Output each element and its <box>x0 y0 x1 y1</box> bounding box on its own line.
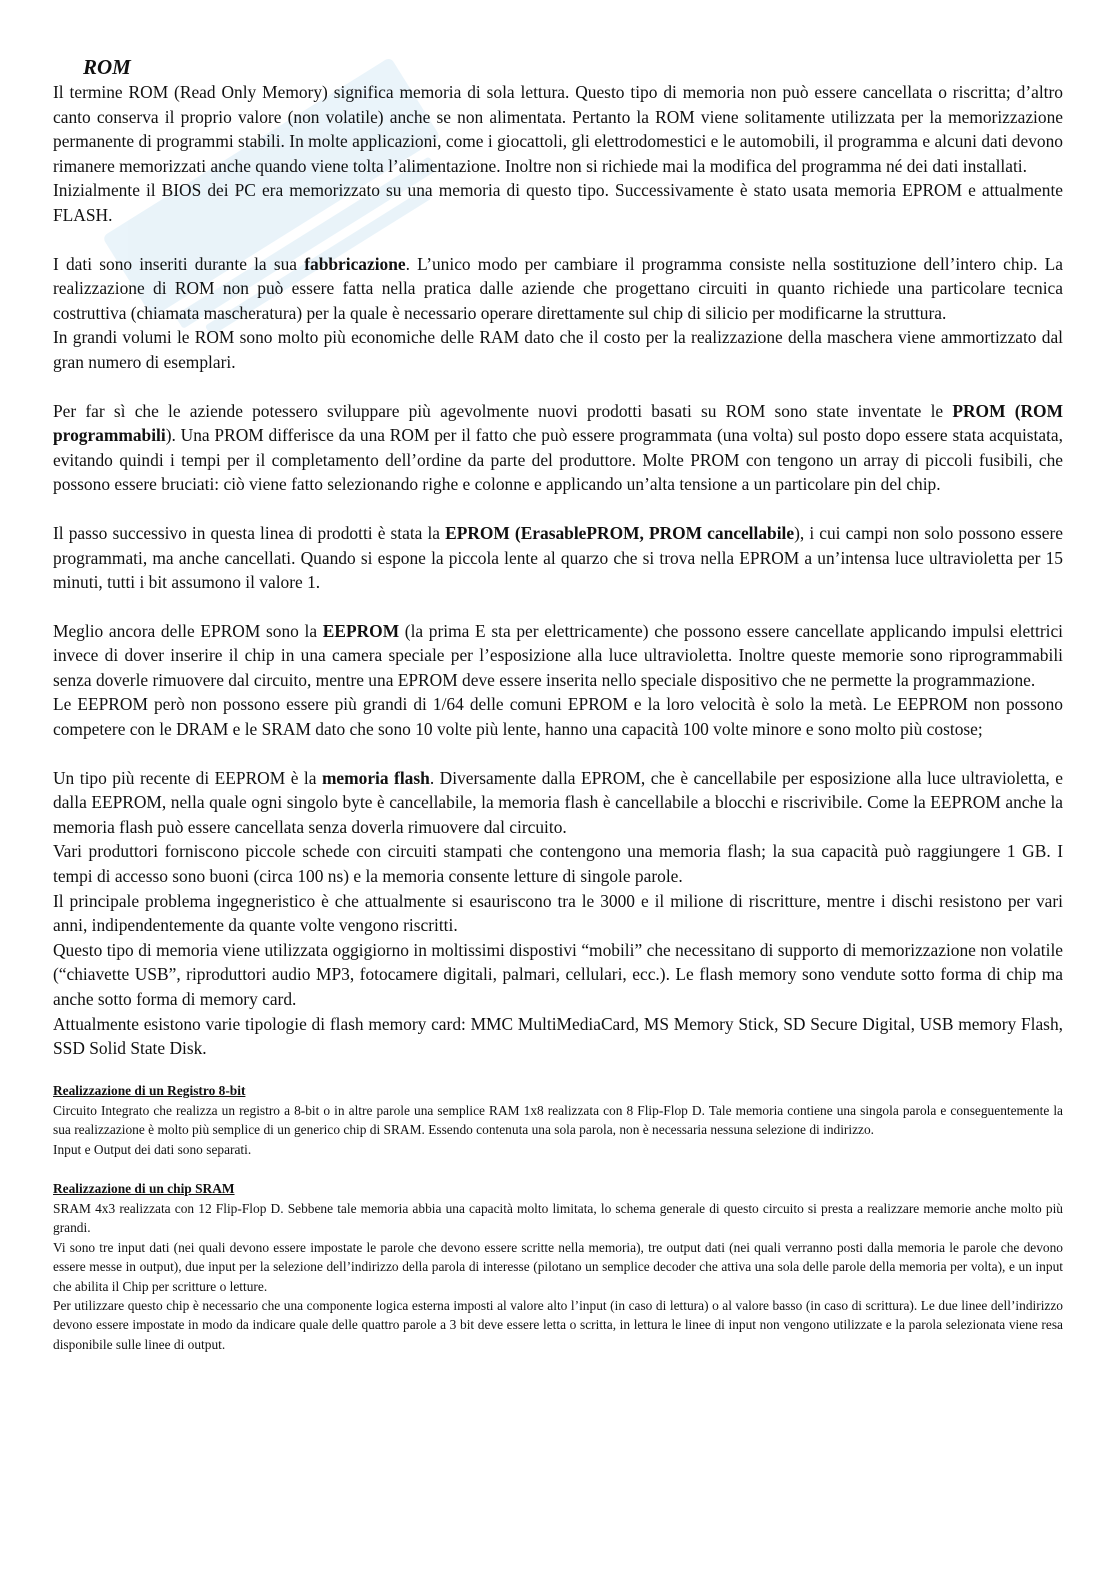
register-paragraph: Circuito Integrato che realizza un registro a 8-bit o in altre parole una semplice RAM 1x8 realizzata con 8 Flip-Flop D. Tale memoria contiene una singola parola e conseguentemente la sua realizzazione è molto più semplice di un generico chip di SRAM. Essendo contenuta una sola parola, non è necessaria nessuna selezione di indirizzo. <box>53 1102 1063 1138</box>
section-title: ROM <box>83 55 131 79</box>
paragraph: Inizialmente il BIOS dei PC era memorizzato su una memoria di questo tipo. Successivamente è stato usata memoria EPROM e attualmente FLASH. <box>53 180 1063 225</box>
sram-paragraph: Per utilizzare questo chip è necessario che una componente logica esterna imposti al valore alto l’input (in caso di lettura) o al valore basso (in caso di scrittura). Le due linee dell’indirizzo devono essere impostate in modo da indicare quale delle quattro parole a 3 bit deve essere letta o scritta, in lettura le linee di input non vengono utilizzate e la parola selezionata viene resa disponibile sulle linee di output. <box>53 1298 1063 1352</box>
paragraph: Meglio ancora delle EPROM sono la EEPROM (la prima E sta per elettricamente) che possono essere cancellate applicando impulsi elettrici invece di dover inserire il chip in una camera speciale per l’esposizione alla luce ultravioletta. Inoltre queste memorie sono riprogrammabili senza doverle rimuovere dal circuito, mentre una EPROM deve essere inserita nello speciale dispositivo che ne permette la programmazione. <box>53 620 1064 690</box>
sram-heading: Realizzazione di un chip SRAM <box>53 1181 235 1196</box>
sram-paragraph: SRAM 4x3 realizzata con 12 Flip-Flop D. Sebbene tale memoria abbia una capacità molto limitata, lo schema generale di questo circuito si presta a realizzare memorie anche molto più grandi. <box>53 1201 1063 1236</box>
paragraph: Attualmente esistono varie tipologie di flash memory card: MMC MultiMediaCard, MS Memory Stick, SD Secure Digital, USB memory Flash, SSD Solid State Disk. <box>53 1013 1063 1059</box>
paragraph: I dati sono inseriti durante la sua fabbricazione. L’unico modo per cambiare il programma consiste nella sostituzione dell’intero chip. La realizzazione di ROM non può essere fatta nella pratica dalle aziende che progettano circuiti in quanto richiede una particolare tecnica costruttiva (chiamata mascheratura) per la quale è necessario operare direttamente sul chip di silicio per modificarne la struttura. <box>53 253 1063 323</box>
sram-paragraph: Vi sono tre input dati (nei quali devono essere impostate le parole che devono essere scritte nella memoria), tre output dati (nei quali verranno posti dalla memoria le parole che devono essere messe in output), due input per la selezione dell’indirizzo della parola di interesse (pilotano un semplice decoder che attiva una sola delle parole della memoria per volta), e un input che abilita il Chip per scritture o letture. <box>53 1239 1063 1294</box>
register-heading: Realizzazione di un Registro 8-bit <box>53 1082 246 1098</box>
bold-term: fabbricazione <box>304 253 406 274</box>
paragraph: Per far sì che le aziende potessero sviluppare più agevolmente nuovi prodotti basati su ROM sono state inventate le PROM (ROM programmabili). Una PROM differisce da una ROM per il fatto che può essere programmata (una volta) sul posto dopo essere stata acquistata, evitando quindi i tempi per il completamento dell’ordine da parte del produttore. Molte PROM con tengono un array di piccoli fusibili, che possono essere bruciati: ciò viene fatto selezionando righe e colonne e applicando un’alta tensione a un particolare pin del chip. <box>53 400 1063 495</box>
bold-term: memoria flash <box>321 767 430 788</box>
paragraph: Questo tipo di memoria viene utilizzata oggigiorno in moltissimi dispostivi “mobili” che necessitano di supporto di memorizzazione non volatile (“chiavette USB”, riproduttori audio MP3, fotocamere digitali, palmari, cellulari, ecc.). Le flash memory sono vendute sotto forma di chip ma anche sotto forma di memory card. <box>53 939 1063 1009</box>
bold-term: EPROM (ErasablePROM, PROM cancellabile <box>445 522 795 543</box>
paragraph: Il termine ROM (Read Only Memory) significa memoria di sola lettura. Questo tipo di memoria non può essere cancellata o riscritta; d’altro canto conserva il proprio valore (non volatile) anche se non alimentata. Pertanto la ROM viene solitamente utilizzata per la memorizzazione permanente di programmi stabili. In molte applicazioni, come i giocattoli, gli elettrodomestici e le automobili, il programma e alcuni dati devono rimanere memorizzati anche quando viene tolta l’alimentazione. Inoltre non si richiede mai la modifica del programma né dei dati installati. <box>53 82 1063 176</box>
paragraph: Il passo successivo in questa linea di prodotti è stata la EPROM (ErasablePROM, PROM cancellabile), i cui campi non solo possono essere programmati, ma anche cancellati. Quando si espone la piccola lente al quarzo che si trova nella EPROM a un’intensa luce ultravioletta per 15 minuti, tutti i bit assumono il valore 1. <box>53 522 1063 593</box>
register-paragraph: Input e Output dei dati sono separati. <box>53 1141 252 1157</box>
document-content <box>53 54 1063 1354</box>
paragraph: In grandi volumi le ROM sono molto più economiche delle RAM dato che il costo per la realizzazione della maschera viene ammortizzato dal gran numero di esemplari. <box>53 327 1063 372</box>
bold-term: PROM (ROM programmabili <box>53 400 1063 446</box>
paragraph: Le EEPROM però non possono essere più grandi di 1/64 delle comuni EPROM e la loro velocità è solo la metà. Le EEPROM non possono competere con le DRAM e le SRAM dato che sono 10 volte più lente, hanno una capacità 100 volte minore e sono molto più costose; <box>53 694 1063 740</box>
paragraph: Un tipo più recente di EEPROM è la memoria flash. Diversamente dalla EPROM, che è cancellabile per esposizione alla luce ultravioletta, e dalla EEPROM, nella quale ogni singolo byte è cancellabile, la memoria flash è cancellabile a blocchi e riscrivibile. Come la EEPROM anche la memoria flash può essere cancellata senza doverla rimuovere dal circuito. <box>53 767 1063 837</box>
paragraph: Vari produttori forniscono piccole schede con circuiti stampati che contengono una memoria flash; la sua capacità può raggiungere 1 GB. I tempi di accesso sono buoni (circa 100 ns) e la memoria consente letture di singole parole. <box>53 841 1063 887</box>
bold-term: EEPROM <box>322 620 400 641</box>
paragraph: Il principale problema ingegneristico è che attualmente si esauriscono tra le 3000 e il milione di riscritture, mentre i dischi resistono per vari anni, indipendentemente da quante volte vengono riscritti. <box>53 890 1063 936</box>
